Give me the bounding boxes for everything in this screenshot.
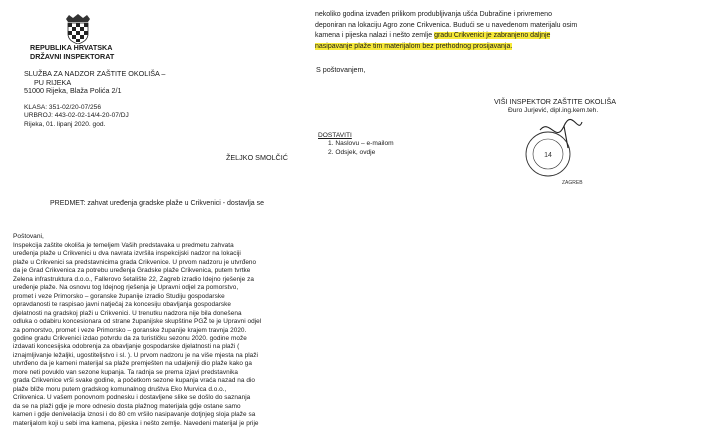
- body-line: za pomorstvo, promet i veze Primorsko – goranske županije krajem travnja 2020.: [13, 326, 247, 334]
- reference-block: [24, 104, 129, 129]
- body-line: materijalom koji u sebi ima kamena, pijeska i nešto zemlje. Navedeni materijal je prije: [13, 419, 259, 427]
- body-line: grada Crikvenice vrši svake godine, a početkom sezone kupanja vraća nazad na dio: [13, 377, 256, 385]
- body-line: da je Grad Crikvenica za potrebu uređenja Gradske plaže Crikvenica, putem tvrtke: [13, 267, 251, 275]
- body-line: odluka o odabiru koncesionara od strane županijske skupštine PGŽ te je Upravni odjel: [13, 318, 262, 326]
- subject-line: [50, 200, 264, 207]
- inspector-block: [494, 98, 616, 115]
- body-line: plaže u Crikvenici sa predstavnicima grada Crikvenice. U prvom nadzoru je utvrđeno: [13, 258, 257, 266]
- official-stamp-icon: [520, 114, 610, 194]
- right-line-2: deponiran na lokaciju Agro zone Crikvenica. Budući se u navedenom materijalu osim: [315, 21, 578, 29]
- inspector-name: Đuro Jurjević, dipl.ing.kem.teh.: [508, 106, 599, 114]
- body-line: promet i veze Primorsko – goranske županije izradio Studiju gospodarske: [13, 292, 225, 300]
- body-line: Zelena infrastruktura d.o.o., Fallerovo šetalište 22, Zagreb izradio Idejno rješenje za: [13, 275, 254, 283]
- office-unit: PU RIJEKA: [34, 77, 72, 87]
- republic-name: REPUBLIKA HRVATSKA: [30, 43, 113, 52]
- closing: S poštovanjem,: [316, 65, 366, 74]
- body-line: more neti povuklo van sezone kupanja. Ta radnja se prema izjavi predstavnika: [13, 368, 238, 376]
- distribution-list: [318, 132, 394, 157]
- right-line-3: [315, 31, 687, 42]
- body-line: opravdanosti te raspisao javni natječaj za koncesiju obavljanja gospodarske: [13, 301, 231, 309]
- office-block: [24, 70, 165, 96]
- recipient-name: ŽELJKO SMOLČIĆ: [226, 153, 288, 162]
- body-line: kamen i gdje denivelacija iznosi i do 80 cm vršilo nasipavanje dotjnjeg sloja plaže sa: [13, 411, 256, 419]
- continued-text: [315, 10, 687, 52]
- distribution-title: DOSTAVITI: [318, 132, 352, 139]
- body-line: izdavati koncesijska odobrenja za obavljanje gospodarske djelatnosti na plaži (: [13, 343, 240, 351]
- letterhead: [30, 44, 114, 61]
- office-address: 51000 Rijeka, Blaža Polića 2/1: [24, 86, 122, 96]
- office-name: SLUŽBA ZA NADZOR ZAŠTITE OKOLIŠA –: [24, 69, 166, 78]
- seal-number: 14: [544, 152, 552, 159]
- body-line: djelatnosti na gradskoj plaži u Crikvenici. U trenutku nadzora nije bila donešena: [13, 309, 242, 317]
- highlighted-text: gradu Crikvenici je zabranjeno daljnje: [434, 32, 551, 39]
- right-line-1: nekoliko godina izvađen prilikom produbljivanja ušća Dubračine i privremeno: [315, 11, 552, 18]
- body-line: plaže bliže moru putem gradskog komunalnog društva Eko Murvica d.o.o.,: [13, 385, 227, 393]
- body-line: godine gradu Crikvenici izdao potvrdu da za turističku sezonu 2020. godine može: [13, 334, 247, 342]
- klasa: KLASA: 351-02/20-07/256: [24, 104, 101, 111]
- place-date: Rijeka, 01. lipanj 2020. god.: [24, 120, 106, 128]
- letter-body: [13, 242, 305, 428]
- body-line: Inspekcija zaštite okoliša je temeljem Vaših predstavaka u predmetu zahvata: [13, 242, 234, 249]
- inspectorate-name: DRŽAVNI INSPEKTORAT: [30, 51, 115, 61]
- subject-text: zahvat uređenja gradske plaže u Crikvenici - dostavlja se: [87, 200, 265, 207]
- greeting: Poštovani,: [13, 233, 44, 240]
- subject-label: PREDMET:: [50, 200, 86, 207]
- body-line: iznajmljivanje ležaljki, ugostiteljstvo i sl. ). U prvom nadzoru je na više mjesta na plaži: [13, 351, 259, 359]
- body-line: utvrđeno da je kameni materijal sa plaže premješten na udaljeniji dio plaže kako ga: [13, 360, 252, 368]
- body-line: uređenje plaže. Na osnovu tog Idejnog rješenja je Upravni odjel za pomorstvo,: [13, 284, 239, 292]
- inspector-title: VIŠI INSPEKTOR ZAŠTITE OKOLIŠA: [494, 97, 617, 106]
- highlighted-text-2: nasipavanje plaže tim materijalom bez prethodnog prosijavanja.: [315, 42, 513, 50]
- body-line: da se na plaži gdje je more odnesio dosta plažnog materijala gdje ostane samo: [13, 402, 241, 410]
- body-line: uređenja plaže u Crikvenici u dva navrata izvršila inspekcijski nadzor na lokaciji: [13, 250, 241, 258]
- croatian-coat-of-arms-icon: [63, 14, 93, 44]
- right-line-3a: kamena i pijeska nalazi i nešto zemlje: [315, 32, 433, 39]
- distribution-item: 1. Naslovu – e-mailom: [328, 140, 394, 148]
- body-line: Crikvenica. U vašem ponovnom podnesku i dostavljene slike se došlo do saznanja: [13, 394, 251, 402]
- distribution-item: 2. Odsjek, ovdje: [328, 148, 376, 156]
- urbroj: URBROJ: 443-02-02-14/4-20-07/DJ: [24, 112, 129, 120]
- seal-city: ZAGREB: [562, 180, 583, 186]
